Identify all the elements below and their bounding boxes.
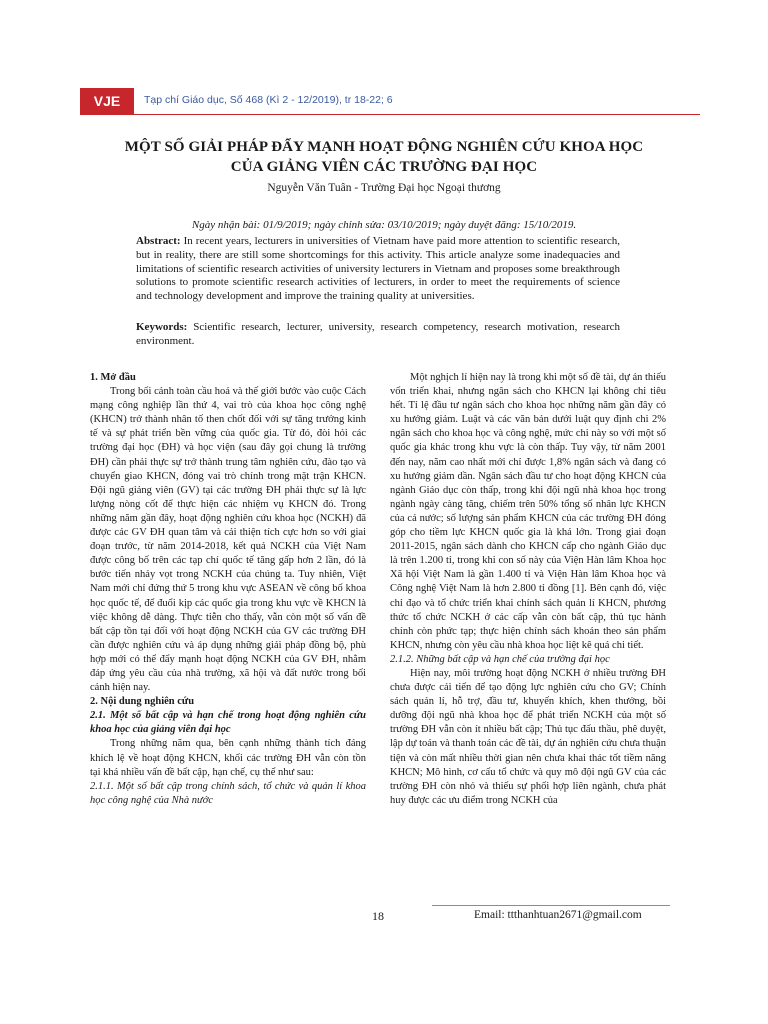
body-column-left <box>90 371 366 808</box>
paragraph: Hiện nay, môi trường hoạt động NCKH ở nhiều trường ĐH chưa được cải tiến để tạo động lực nghiên cứu cho GV; Chính sách quản lí, hỗ trợ, đầu tư, khuyến khích, khen thưởng, bồi dưỡng đội ngũ nhà khoa học để phát triển NCKH của một số trường ĐH vẫn còn ít nhiều bất cập; Thủ tục đấu thầu, phê duyệt, lập dự toán và thanh toán các đề tài, dự án nghiên cứu chưa thuận tiện và còn mất nhiều thời gian nên chưa khai thác tốt tiềm năng KHCN; Mô hình, cơ cấu tổ chức và quy mô đội ngũ GV của các trường ĐH còn nhỏ và thiếu sự phối hợp liên ngành, chưa phát huy được các ưu điểm trong NCKH của <box>390 667 666 806</box>
submission-dates: Ngày nhận bài: 01/9/2019; ngày chỉnh sửa: 03/10/2019; ngày duyệt đăng: 15/10/2019. <box>191 219 577 231</box>
abstract-label: Abstract: <box>136 235 181 247</box>
paragraph: Trong bối cảnh toàn cầu hoá và thế giới bước vào cuộc Cách mạng công nghiệp lần thứ 4, vai trò của khoa học công nghệ (KHCN) trở thành nhân tố then chốt đối với sự tăng trưởng kinh tế và sự phát triển bền vững của quốc gia. Từ đó, đòi hỏi các trường đại học (ĐH) và học viện (sau đây gọi chung là trường ĐH) cần phải thực sự trở thành trung tâm nghiên cứu, đào tạo và chuyển giao KHCN, đóng vai trò chính trong mặt trận KHCN. Đội ngũ giảng viên (GV) tại các trường ĐH phải thực sự là lực lượng nòng cốt để thực hiện các nhiệm vụ KHCN đó. Trong những năm gần đây, hoạt động nghiên cứu khoa học (NCKH) đã được các GV ĐH quan tâm và cải thiện tích cực hơn so với giai đoạn trước, từ năm 2014-2018, kết quả NCKH của Việt Nam được công bố trên các tạp chí quốc tế tăng gấp hơn 2 lần, đó là bước tiến nhảy vọt trong NCKH của chúng ta. Tuy nhiên, Việt Nam mới chỉ đứng thứ 5 trong khu vực ASEAN về công bố khoa học quốc tế, để đuổi kịp các quốc gia trong khu vực về KHCN là việc không dễ dàng. Thực tiễn cho thấy, vẫn còn một số vấn đề bất cập tồn tại đối với hoạt động NCKH của GV các trường ĐH cần được nghiên cứu và áp dụng những giải pháp đồng bộ, phù hợp mới có thể đẩy mạnh hoạt động NCKH của GV ĐH, nhằm đáp ứng yêu cầu của nhà trường, xã hội và đất nước trong bối cảnh hiện nay. <box>90 386 366 694</box>
author-email: Email: ttthanhtuan2671@gmail.com <box>474 909 642 921</box>
section-heading: 2. Nội dung nghiên cứu <box>90 696 195 708</box>
journal-citation: Tạp chí Giáo dục, Số 468 (Kì 2 - 12/2019), tr 18-22; 6 <box>144 94 393 106</box>
keywords-text: Scientific research, lecturer, university, research competency, research motivation, research environment. <box>136 321 620 347</box>
keywords-label: Keywords: <box>136 321 188 333</box>
title-line-2: CỦA GIẢNG VIÊN CÁC TRƯỜNG ĐẠI HỌC <box>230 159 538 175</box>
paragraph: Trong những năm qua, bên cạnh những thành tích đáng khích lệ về hoạt động KHCN, khối các trường ĐH vẫn còn tồn tại khá nhiều vấn đề bất cập, hạn chế, cụ thể như sau: <box>90 738 366 778</box>
body-column-right <box>390 371 666 808</box>
abstract <box>136 235 620 304</box>
subsubsection-heading: 2.1.1. Một số bất cập trong chính sách, tổ chức và quản lí khoa học công nghệ của Nhà nước <box>90 780 366 806</box>
journal-header <box>80 88 700 114</box>
title-line-1: MỘT SỐ GIẢI PHÁP ĐẨY MẠNH HOẠT ĐỘNG NGHIÊN CỨU KHOA HỌC <box>124 139 644 155</box>
abstract-text: In recent years, lecturers in universities of Vietnam have paid more attention to scientific research, but in reality, there are still some shortcomings for this activity. This article analyze some inadequacies and limitations of scientific research activities of university lecturers in Vietnam and proposes some breakthrough solutions to promote scientific research activities of lecturers, in order to meet the requirements of science and technology development and improve the training quality at universities. <box>136 235 621 303</box>
section-heading: 1. Mở đầu <box>90 372 136 383</box>
subsection-heading: 2.1. Một số bất cập và hạn chế trong hoạt động nghiên cứu khoa học của giảng viên đại học <box>90 710 366 736</box>
keywords <box>136 321 620 349</box>
article-title <box>90 137 678 177</box>
subsubsection-heading: 2.1.2. Những bất cập và hạn chế của trường đại học <box>390 653 610 665</box>
author-line: Nguyễn Văn Tuân - Trường Đại học Ngoại thương <box>267 182 501 194</box>
page-number: 18 <box>372 909 384 923</box>
paragraph: Một nghịch lí hiện nay là trong khi một số đề tài, dự án thiếu vốn triển khai, nhưng ngân sách cho KHCN lại không chi tiêu hết. Tỉ lệ đầu tư ngân sách cho khoa học những năm gần đây có xu hướng giảm. Luật và các văn bản dưới luật quy định chi 2% ngân sách cho khoa học và công nghệ, mức chi này so với một số quốc gia khác trong khu vực là còn thấp. Tuy vậy, từ năm 2001 đến nay, năm cao nhất mới chỉ được 1,8% ngân sách và đang có xu hướng giảm dần. Ngân sách đầu tư cho hoạt động KHCN của ngành Giáo dục còn thấp, trong khi đội ngũ nhà khoa học trong ngành ngày càng tăng, chiếm trên 50% tổng số nhân lực KHCN của cả nước; số lượng sản phẩm KHCN của các trường ĐH đóng góp cho tiềm lực KHCN quốc gia là khá lớn. Trong giai đoạn 2011-2015, ngân sách dành cho KHCN cấp cho ngành Giáo dục là trên 1.200 tỉ, trong khi con số này của Viện Hàn lâm Khoa học Xã hội Việt Nam là gần 1.400 tỉ và Viện Hàn lâm Khoa học và Công nghệ Việt Nam là hơn 2.800 tỉ đồng [1]. Bên cạnh đó, việc chỉ đạo và tổ chức triển khai chính sách quản lí KHCN, phương thức tổ chức NCKH ở các cấp vẫn còn bất cập, thủ tục hành chính còn phức tạp; thực hiện chính sách khoán theo sản phẩm KHCN, nhưng còn yêu cầu nhà khoa học liệt kê quá chi tiết. <box>390 372 666 651</box>
footer-divider <box>432 905 670 906</box>
journal-logo-badge: VJE <box>80 88 134 114</box>
header-divider <box>80 114 700 115</box>
